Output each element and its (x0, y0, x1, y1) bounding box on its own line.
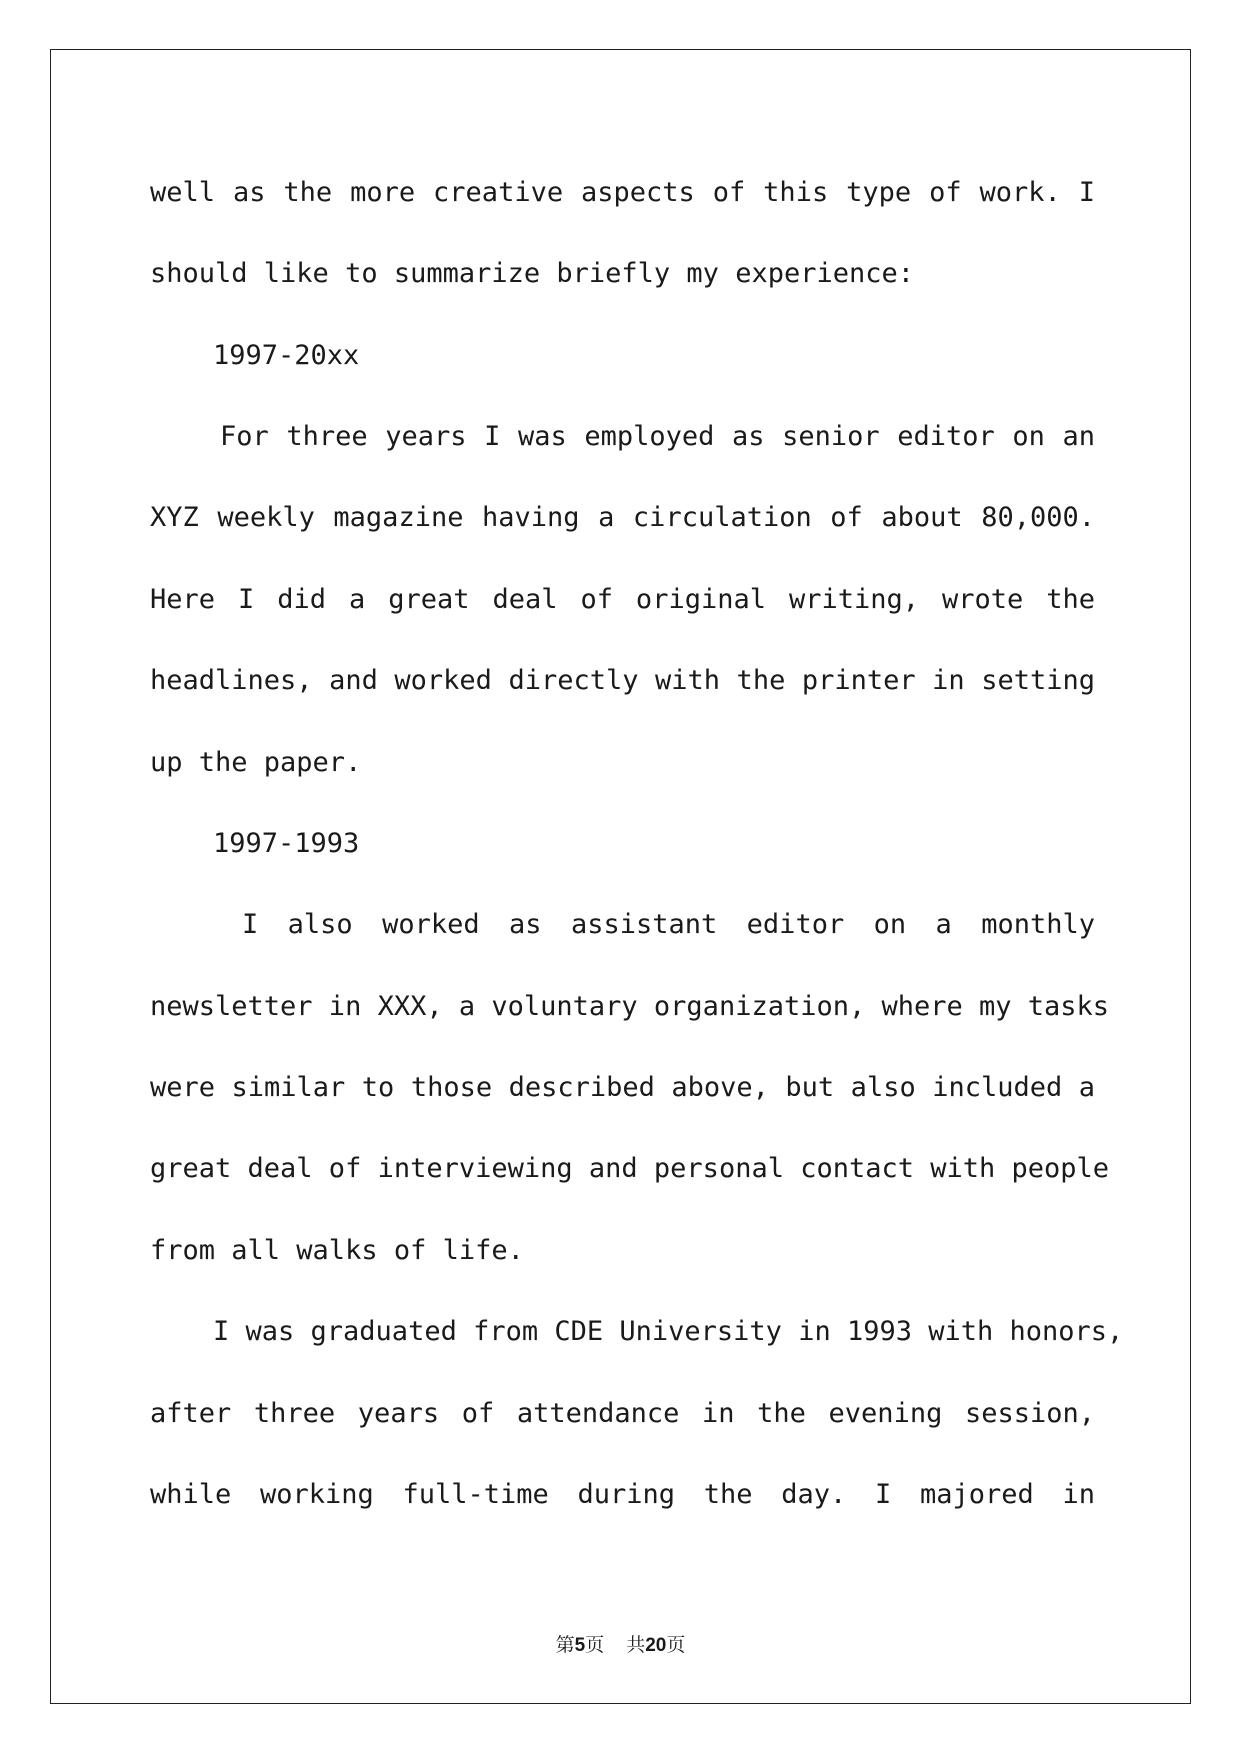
text-line: XYZ weekly magazine having a circulation of about 80,000. (150, 502, 1095, 533)
text-line: after three years of attendance in the evening session, (150, 1398, 1095, 1429)
text-line: For three years I was employed as senior editor on an (220, 421, 1095, 452)
page-footer (0, 1630, 1241, 1657)
total-prefix: 共 (626, 1634, 646, 1656)
total-suffix: 页 (666, 1634, 686, 1656)
text-line: from all walks of life. (150, 1235, 524, 1266)
section-year-heading: 1997-20xx (213, 340, 360, 371)
text-line: I also worked as assistant editor on a monthly (242, 909, 1095, 940)
text-line: up the paper. (150, 747, 362, 778)
text-line: I was graduated from CDE University in 1993 with honors, (213, 1316, 1124, 1347)
text-line: were similar to those described above, but also included a (150, 1072, 1095, 1103)
text-line: while working full-time during the day. I majored in (150, 1479, 1095, 1510)
page-number: 5 (574, 1635, 586, 1656)
text-line: should like to summarize briefly my experience: (150, 258, 915, 289)
total-pages: 20 (645, 1635, 667, 1656)
page-suffix: 页 (585, 1634, 605, 1656)
page-prefix: 第 (555, 1634, 575, 1656)
text-line: headlines, and worked directly with the printer in setting (150, 665, 1095, 696)
page-border (50, 49, 1191, 1704)
text-line: newsletter in XXX, a voluntary organization, where my tasks (150, 991, 1110, 1022)
text-line: well as the more creative aspects of this type of work. I (150, 177, 1095, 208)
text-line: Here I did a great deal of original writing, wrote the (150, 584, 1095, 615)
text-line: great deal of interviewing and personal contact with people (150, 1153, 1110, 1184)
section-year-heading: 1997-1993 (213, 828, 360, 859)
